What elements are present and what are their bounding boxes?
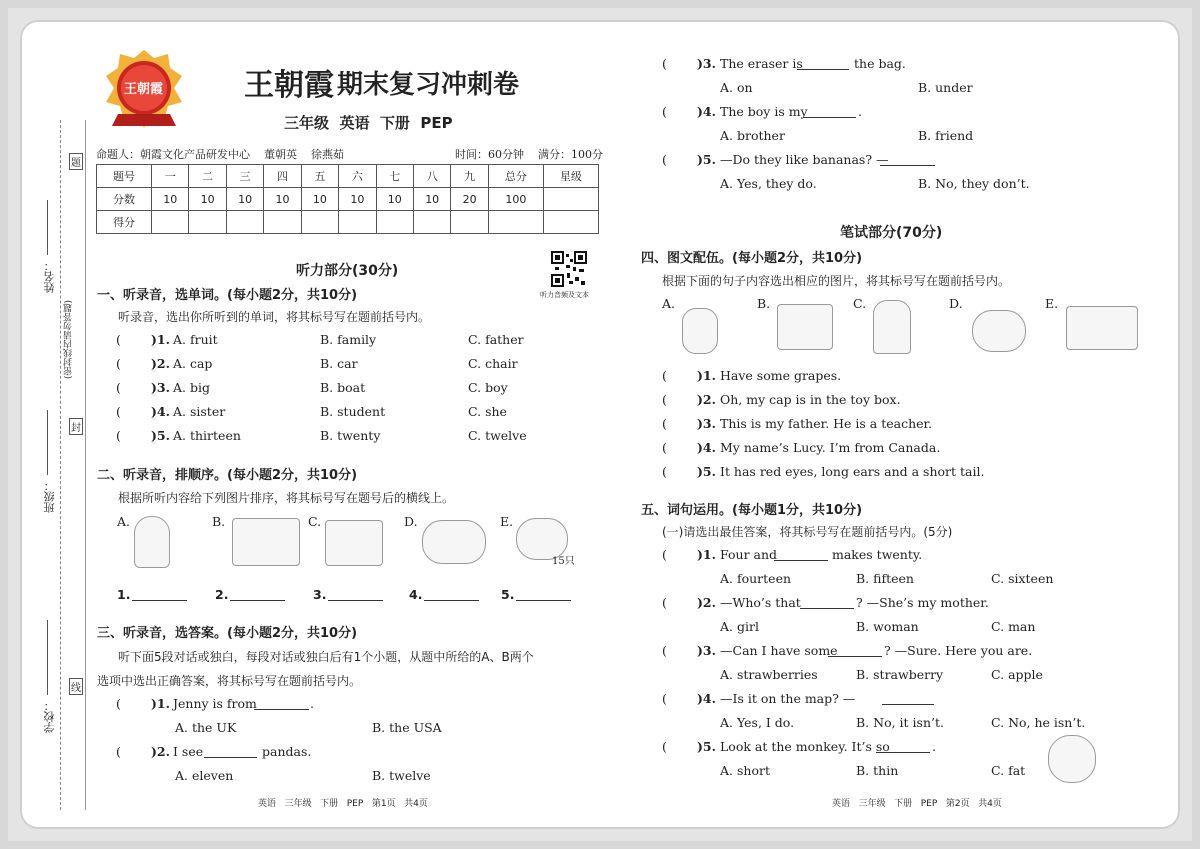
answer-bracket[interactable]: ( (662, 440, 667, 455)
option-b: B. family (320, 332, 377, 347)
girl-picture (134, 516, 170, 568)
footer-right: 英语 三年级 下册 PEP 第2页 共4页 (832, 799, 1002, 809)
answer-bracket[interactable]: ( (662, 595, 667, 610)
option-c: C. sixteen (991, 571, 1054, 586)
item-number: )2. (697, 595, 716, 610)
table-cell: 20 (451, 188, 488, 211)
school-line (47, 620, 48, 695)
rabbit-picture (682, 308, 718, 354)
option-c: C. she (468, 404, 507, 419)
answer-bracket[interactable]: ( (116, 744, 121, 759)
binding-line (60, 120, 62, 810)
qr-code-icon[interactable] (551, 251, 587, 287)
question-text-end: the bag. (854, 56, 906, 71)
answer-bracket[interactable]: ( (116, 696, 121, 711)
question-text-end: . (932, 739, 936, 754)
table-cell: 总分 (488, 165, 543, 188)
option-c: C. chair (468, 356, 518, 371)
sentence-text: My name’s Lucy. I’m from Canada. (720, 440, 941, 455)
table-cell: 10 (226, 188, 263, 211)
sentence-text: Oh, my cap is in the toy box. (720, 392, 901, 407)
fill-blank[interactable] (828, 656, 882, 657)
answer-bracket[interactable]: ( (116, 356, 121, 371)
option-b: B. No, they don’t. (918, 176, 1030, 191)
name-line (47, 200, 48, 255)
score-header-row (97, 165, 599, 188)
item-number: )3. (697, 643, 716, 658)
grapes-picture (972, 310, 1026, 352)
question-text: Jenny is from (173, 696, 257, 711)
fill-blank[interactable] (774, 560, 828, 561)
item-number: )5. (151, 428, 170, 443)
table-cell[interactable] (488, 211, 543, 234)
table-cell: 10 (339, 188, 376, 211)
item-number: )1. (697, 368, 716, 383)
order-blank[interactable] (132, 600, 187, 601)
picture-note: 15只 (552, 556, 575, 567)
item-number: )2. (151, 356, 170, 371)
option-b: B. No, it isn’t. (856, 715, 944, 730)
option-a: A. on (720, 80, 753, 95)
table-cell: 题号 (97, 165, 152, 188)
section-3-title: 三、听录音，选答案。(每小题2分，共10分) (97, 626, 358, 641)
option-b: B. friend (918, 128, 974, 143)
item-number: )5. (697, 464, 716, 479)
table-cell: 八 (413, 165, 450, 188)
section-1-title: 一、听录音，选单词。(每小题2分，共10分) (97, 288, 358, 303)
picture-label: C. (853, 296, 867, 311)
option-a: A. fruit (173, 332, 218, 347)
section-2-title: 二、听录音，排顺序。(每小题2分，共10分) (97, 468, 358, 483)
answer-bracket[interactable]: ( (662, 152, 667, 167)
section-3-instructions-1: 听下面5段对话或独白，每段对话或独白后有1个小题，从题中所给的A、B两个 (118, 650, 534, 664)
item-number: )4. (151, 404, 170, 419)
option-a: A. Yes, they do. (720, 176, 817, 191)
option-b: B. under (918, 80, 973, 95)
seal-mark-3: 线 (69, 678, 83, 695)
section-5-subtitle: (一)请选出最佳答案，将其标号写在题前括号内。(5分) (662, 525, 953, 539)
table-cell: 10 (152, 188, 189, 211)
option-a: A. strawberries (720, 667, 818, 682)
answer-bracket[interactable]: ( (662, 464, 667, 479)
table-cell: 10 (413, 188, 450, 211)
tower-picture (777, 304, 833, 350)
toy-box-picture (1066, 306, 1138, 350)
question-text: —Is it on the map? — (720, 691, 856, 706)
table-cell: 得分 (97, 211, 152, 234)
table-cell[interactable] (189, 211, 226, 234)
order-blank-label: 3. (313, 587, 327, 602)
table-cell[interactable] (264, 211, 301, 234)
table-cell: 10 (376, 188, 413, 211)
order-blank[interactable] (516, 600, 571, 601)
question-text-end: . (858, 104, 862, 119)
table-cell[interactable] (543, 211, 598, 234)
option-a: A. eleven (175, 768, 234, 783)
item-number: )2. (151, 744, 170, 759)
option-a: A. brother (720, 128, 785, 143)
score-got-row (97, 211, 599, 234)
seal-note: (密封线内请勿答题) (64, 300, 74, 380)
table-cell[interactable] (451, 211, 488, 234)
fill-blank[interactable] (204, 757, 257, 758)
option-b: B. fifteen (856, 571, 914, 586)
option-a: A. fourteen (720, 571, 792, 586)
item-number: )4. (697, 104, 716, 119)
order-blank-label: 4. (409, 587, 423, 602)
score-value-row (97, 188, 599, 211)
listening-title: 听力部分(30分) (296, 263, 399, 279)
picture-label: B. (212, 514, 226, 529)
exam-subtitle: 三年级 英语 下册 PEP (284, 114, 453, 132)
item-number: )5. (697, 739, 716, 754)
item-number: )4. (697, 440, 716, 455)
item-number: )5. (697, 152, 716, 167)
table-cell: 二 (189, 165, 226, 188)
section-5-title: 五、词句运用。(每小题1分，共10分) (641, 503, 863, 518)
seal-mark-2: 封 (69, 418, 83, 435)
option-b: B. boat (320, 380, 366, 395)
table-cell: 一 (152, 165, 189, 188)
option-a: A. sister (173, 404, 226, 419)
option-b: B. car (320, 356, 358, 371)
seal-mark-1: 题 (69, 153, 83, 170)
item-number: )3. (697, 416, 716, 431)
question-text-end: makes twenty. (832, 547, 923, 562)
section-1-instructions: 听录音，选出你所听到的单词，将其标号写在题前括号内。 (118, 310, 431, 324)
fill-blank[interactable] (254, 709, 309, 710)
section-2-instructions: 根据所听内容给下列图片排序，将其标号写在题号后的横线上。 (118, 491, 455, 505)
table-cell: 三 (226, 165, 263, 188)
answer-bracket[interactable]: ( (662, 691, 667, 706)
fill-blank[interactable] (797, 69, 849, 70)
option-c: C. No, he isn’t. (991, 715, 1086, 730)
table-cell: 四 (264, 165, 301, 188)
pears-picture (422, 520, 486, 564)
option-a: A. big (173, 380, 210, 395)
option-a: A. short (720, 763, 770, 778)
fill-blank[interactable] (803, 117, 856, 118)
authors: 命题人：朝霞文化产品研发中心 董朝英 徐燕茹 (96, 148, 344, 161)
item-number: )2. (697, 392, 716, 407)
question-text: The eraser is (720, 56, 803, 71)
order-blank-label: 5. (501, 587, 515, 602)
question-text: The boy is my (720, 104, 808, 119)
table-cell: 九 (451, 165, 488, 188)
picture-label: E. (1045, 296, 1059, 311)
option-b: B. student (320, 404, 386, 419)
item-number: )1. (151, 696, 170, 711)
exam-time: 时间：60分钟 满分：100分 (455, 148, 603, 161)
table-cell[interactable] (339, 211, 376, 234)
question-text: —Can I have some (720, 643, 838, 658)
brand-name: 王朝霞 (244, 68, 334, 103)
table-cell: 10 (301, 188, 338, 211)
picture-label: A. (662, 296, 676, 311)
question-text: Four and (720, 547, 778, 562)
sentence-text: This is my father. He is a teacher. (720, 416, 933, 431)
option-b: B. the USA (372, 720, 442, 735)
school-label: 学校： (43, 700, 56, 733)
name-label: 姓名： (43, 260, 56, 293)
option-c: C. man (991, 619, 1036, 634)
fill-blank[interactable] (800, 608, 854, 609)
table-cell[interactable] (376, 211, 413, 234)
question-text-end: . (310, 696, 314, 711)
answer-bracket[interactable]: ( (662, 56, 667, 71)
writing-title: 笔试部分(70分) (840, 225, 943, 241)
picture-label: B. (757, 296, 771, 311)
option-c: C. apple (991, 667, 1043, 682)
table-cell: 分数 (97, 188, 152, 211)
option-c: C. fat (991, 763, 1026, 778)
seal-line (85, 120, 87, 810)
answer-bracket[interactable]: ( (116, 380, 121, 395)
footer-left: 英语 三年级 下册 PEP 第1页 共4页 (258, 799, 428, 809)
item-number: )1. (151, 332, 170, 347)
table-cell: 六 (339, 165, 376, 188)
option-b: B. woman (856, 619, 919, 634)
section-4-title: 四、图文配伍。(每小题2分，共10分) (641, 251, 863, 266)
option-a: A. girl (720, 619, 759, 634)
answer-bracket[interactable]: ( (662, 643, 667, 658)
brand-logo (104, 48, 184, 128)
option-c: C. boy (468, 380, 508, 395)
question-text: —Do they like bananas? — (720, 152, 889, 167)
table-cell[interactable] (226, 211, 263, 234)
item-number: )3. (151, 380, 170, 395)
table-cell[interactable] (301, 211, 338, 234)
picture-label: D. (404, 514, 418, 529)
table-cell: 10 (189, 188, 226, 211)
order-blank[interactable] (328, 600, 383, 601)
answer-bracket[interactable]: ( (662, 104, 667, 119)
answer-bracket[interactable]: ( (662, 416, 667, 431)
option-a: A. thirteen (173, 428, 241, 443)
question-text: I see (173, 744, 204, 759)
table-cell: 五 (301, 165, 338, 188)
picture-label: A. (117, 514, 131, 529)
qr-caption: 听力音频及文本 (540, 291, 589, 299)
table-cell (543, 188, 598, 211)
picture-label: C. (308, 514, 322, 529)
exam-title: 期末复习冲刺卷 (337, 70, 520, 100)
option-c: C. father (468, 332, 524, 347)
item-number: )1. (697, 547, 716, 562)
table-cell: 100 (488, 188, 543, 211)
option-c: C. twelve (468, 428, 527, 443)
park-picture (232, 518, 300, 566)
picture-label: E. (500, 514, 514, 529)
answer-bracket[interactable]: ( (662, 739, 667, 754)
answer-bracket[interactable]: ( (662, 547, 667, 562)
table-cell: 星级 (543, 165, 598, 188)
answer-bracket[interactable]: ( (116, 404, 121, 419)
fill-blank[interactable] (880, 165, 935, 166)
question-text-end: ? —She’s my mother. (856, 595, 989, 610)
table-cell[interactable] (152, 211, 189, 234)
order-blank-label: 1. (117, 587, 131, 602)
order-blank-label: 2. (215, 587, 229, 602)
class-label: 班级： (43, 480, 56, 513)
option-b: B. twelve (372, 768, 431, 783)
score-table (96, 164, 599, 234)
question-text-end: pandas. (262, 744, 312, 759)
section-4-instructions: 根据下面的句子内容选出相应的图片，将其标号写在题前括号内。 (662, 274, 1011, 288)
option-a: A. Yes, I do. (720, 715, 795, 730)
picture-label: D. (949, 296, 963, 311)
box-ball-picture (325, 520, 383, 566)
table-cell: 10 (264, 188, 301, 211)
question-text: —Who’s that (720, 595, 801, 610)
fill-blank[interactable] (882, 704, 934, 705)
monkey-picture (1048, 735, 1096, 783)
class-line (47, 410, 48, 475)
option-a: A. cap (173, 356, 213, 371)
teacher-picture (873, 300, 911, 354)
answer-bracket[interactable]: ( (116, 428, 121, 443)
sentence-text: It has red eyes, long ears and a short tail. (720, 464, 985, 479)
answer-bracket[interactable]: ( (662, 368, 667, 383)
item-number: )3. (697, 56, 716, 71)
sentence-text: Have some grapes. (720, 368, 842, 383)
option-a: A. the UK (175, 720, 237, 735)
question-text-end: ? —Sure. Here you are. (884, 643, 1033, 658)
answer-bracket[interactable]: ( (116, 332, 121, 347)
answer-bracket[interactable]: ( (662, 392, 667, 407)
question-text: Look at the monkey. It’s so (720, 739, 890, 754)
section-3-instructions-2: 选项中选出正确答案，将其标号写在题前括号内。 (97, 674, 362, 688)
order-blank[interactable] (424, 600, 479, 601)
option-b: B. thin (856, 763, 899, 778)
fill-blank[interactable] (876, 752, 930, 753)
logo-text: 王朝霞 (124, 82, 164, 97)
table-cell[interactable] (413, 211, 450, 234)
table-cell: 七 (376, 165, 413, 188)
order-blank[interactable] (230, 600, 285, 601)
option-b: B. twenty (320, 428, 381, 443)
option-b: B. strawberry (856, 667, 944, 682)
item-number: )4. (697, 691, 716, 706)
